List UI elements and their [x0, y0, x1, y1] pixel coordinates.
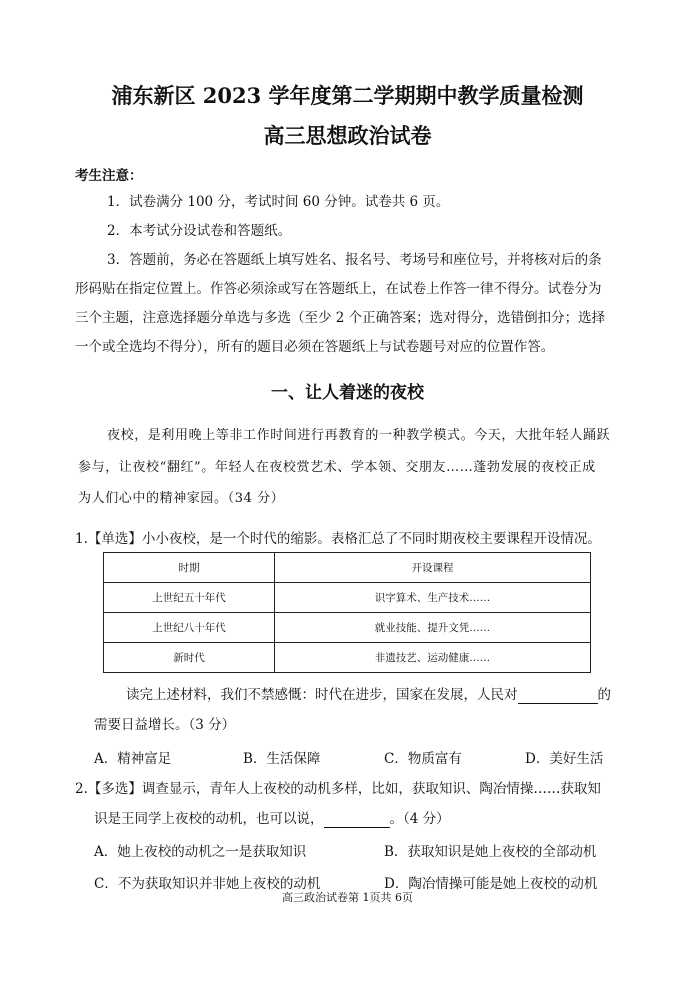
- notice-heading: 考生注意：: [75, 168, 143, 184]
- q2-option-c[interactable]: C．不为获取知识并非她上夜校的动机: [94, 876, 321, 892]
- q1-option-b[interactable]: B．生活保障: [243, 751, 321, 767]
- question-2-text-a: 识是王同学上夜校的动机，也可以说，: [94, 811, 324, 827]
- table-header-cell: 时期: [104, 553, 275, 583]
- page-footer: 高三政治试卷第 1页共 6页: [282, 891, 413, 904]
- notice-item-1: 1．试卷满分 100 分，考试时间 60 分钟。试卷共 6 页。: [107, 194, 450, 210]
- intro-line: 为人们心中的精神家园。（34 分）: [78, 491, 285, 506]
- table-header-cell: 开设课程: [275, 553, 591, 583]
- notice-item-3-line: 3．答题前，务必在答题纸上填写姓名、报名号、考场号和座位号，并将核对后的条: [107, 252, 602, 268]
- q1-option-c[interactable]: C．物质富有: [384, 751, 462, 767]
- intro-line: 夜校，是利用晚上等非工作时间进行再教育的一种教学模式。今天，大批年轻人踊跃: [107, 428, 611, 443]
- question-1-text-a: 读完上述材料，我们不禁感慨：时代在进步，国家在发展，人民对: [126, 687, 518, 703]
- question-1-text: [126, 683, 611, 704]
- table-row: [104, 643, 591, 673]
- exam-title: 浦东新区 2023 学年度第二学期期中教学质量检测: [111, 83, 584, 108]
- table-cell: 上世纪五十年代: [104, 583, 275, 613]
- table-row: [104, 613, 591, 643]
- q1-option-a[interactable]: A．精神富足: [94, 751, 172, 767]
- q2-option-b[interactable]: B．获取知识是她上夜校的全部动机: [384, 844, 597, 860]
- question-1-stem: 1.【单选】小小夜校，是一个时代的缩影。表格汇总了不同时期夜校主要课程开设情况。: [75, 531, 601, 547]
- table-cell: 上世纪八十年代: [104, 613, 275, 643]
- exam-subtitle: 高三思想政治试卷: [263, 123, 432, 148]
- table-cell: 非遗技艺、运动健康……: [275, 643, 591, 673]
- question-2-stem: 2.【多选】调查显示，青年人上夜校的动机多样，比如，获取知识、陶冶情操……获取知: [75, 781, 601, 797]
- notice-item-3-line: 形码贴在指定位置上。作答必须涂或写在答题纸上，在试卷上作答一律不得分。试卷分为: [75, 281, 602, 297]
- q2-option-d[interactable]: D．陶冶情操可能是她上夜校的动机: [384, 876, 598, 892]
- question-2-text-b: 。（4 分）: [389, 811, 450, 827]
- q1-option-d[interactable]: D．美好生活: [525, 751, 604, 767]
- question-1-text-b: 的: [597, 687, 611, 703]
- notice-item-3-line: 三个主题，注意选择题分单选与多选（至少 2 个正确答案；选对得分，选错倒扣分；选择: [75, 310, 606, 326]
- table-header-row: [104, 553, 591, 583]
- answer-blank[interactable]: [324, 811, 390, 828]
- question-2-text: [94, 807, 450, 828]
- section-heading: 一、让人着迷的夜校: [271, 383, 424, 403]
- table-cell: 识字算术、生产技术……: [275, 583, 591, 613]
- course-table: [103, 552, 591, 673]
- notice-item-3-line: 一个或全选均不得分），所有的题目必须在答题纸上与试卷题号对应的位置作答。: [75, 339, 555, 355]
- question-1-text-c: 需要日益增长。（3 分）: [94, 717, 236, 733]
- q2-option-a[interactable]: A．她上夜校的动机之一是获取知识: [94, 844, 307, 860]
- answer-blank[interactable]: [518, 687, 598, 704]
- table-row: [104, 583, 591, 613]
- table-cell: 新时代: [104, 643, 275, 673]
- intro-line: 参与，让夜校“翻红”。年轻人在夜校赏艺术、学本领、交朋友……蓬勃发展的夜校正成: [78, 460, 596, 475]
- notice-item-2: 2．本考试分设试卷和答题纸。: [107, 223, 292, 239]
- table-cell: 就业技能、提升文凭……: [275, 613, 591, 643]
